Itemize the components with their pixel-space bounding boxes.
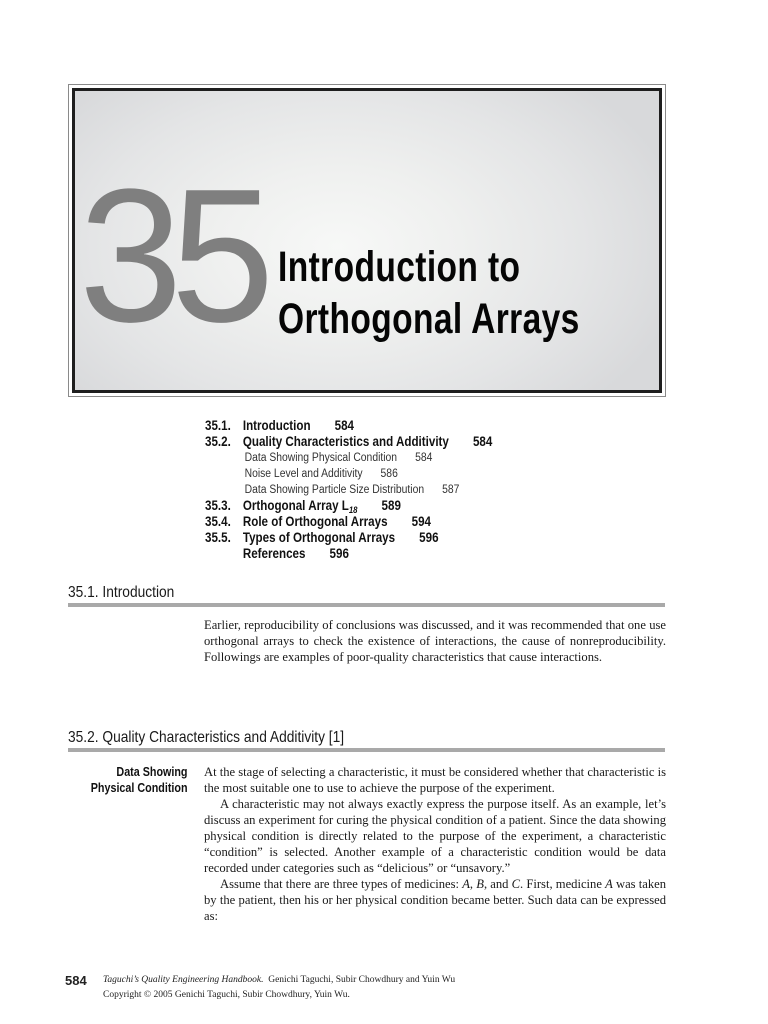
toc-entry-number: 35.4. bbox=[205, 514, 231, 529]
paragraph: Assume that there are three types of medicines: A, B, and C. First, medicine A was taken by the patient, then his or her physical condition became better. Such data can be expressed as: bbox=[204, 877, 667, 923]
paragraph: Earlier, reproducibility of conclusions was discussed, and it was recommended that one use orthogonal arrays to check the existence of interactions, the cause of nonreproducibility. Followings are examples of poor-quality characteristics that cause interactions. bbox=[204, 618, 666, 664]
toc-entry-page: 584 bbox=[472, 434, 493, 449]
toc-entry-page: 596 bbox=[419, 530, 439, 545]
toc-subentry-page: 587 bbox=[442, 484, 460, 496]
paragraph: A characteristic may not always exactly express the purpose itself. As an example, let’s discuss an experiment for curing the physical condition of a patient. Since the data showing physical condition is directly related to the purpose of the experiment, a characteristic “condition” is selected. Another example of a characteristic condition would be data recorded under categories such as “delicious” or “unsavory.” bbox=[204, 797, 666, 875]
toc-entry[interactable] bbox=[205, 498, 492, 514]
toc-entry[interactable] bbox=[205, 434, 492, 450]
copyright-notice: Copyright © 2005 Genichi Taguchi, Subir Chowdhury, Yuin Wu. bbox=[103, 990, 350, 1000]
chapter-title-panel bbox=[72, 88, 662, 393]
toc-subentry-page: 584 bbox=[415, 452, 433, 464]
chapter-contents bbox=[205, 418, 539, 562]
footer-citation bbox=[103, 975, 455, 985]
section-rule bbox=[68, 603, 665, 607]
chapter-title bbox=[278, 241, 580, 345]
toc-subentry[interactable] bbox=[205, 450, 506, 466]
toc-entry[interactable] bbox=[205, 514, 492, 530]
toc-subentry-label: Data Showing Particle Size Distribution bbox=[244, 484, 425, 496]
toc-entry-label: Quality Characteristics and Additivity bbox=[242, 434, 449, 449]
toc-subentry-page: 586 bbox=[380, 468, 398, 480]
toc-subentry[interactable] bbox=[205, 466, 506, 482]
toc-entry-number: 35.2. bbox=[205, 434, 231, 449]
side-heading-physical-condition: Data Showing Physical Condition bbox=[91, 765, 188, 795]
toc-entry-number: 35.1. bbox=[205, 418, 231, 433]
book-title: Taguchi’s Quality Engineering Handbook. bbox=[103, 975, 264, 985]
toc-entry-subscript: 18 bbox=[348, 505, 358, 515]
toc-subentry[interactable] bbox=[205, 482, 506, 498]
section-heading-introduction: 35.1. Introduction bbox=[68, 584, 175, 601]
toc-entry-page: 589 bbox=[381, 498, 401, 513]
toc-entry-page: 584 bbox=[334, 418, 355, 433]
introduction-body bbox=[204, 617, 666, 665]
toc-entry-label: Types of Orthogonal Arrays bbox=[242, 530, 396, 545]
toc-entry-number: 35.5. bbox=[205, 530, 231, 545]
toc-entry-label: Introduction bbox=[242, 418, 311, 433]
toc-entry[interactable] bbox=[205, 418, 492, 434]
chapter-title-line-1: Introduction to bbox=[278, 243, 521, 291]
toc-entry-label: References bbox=[242, 546, 306, 561]
section-heading-quality-characteristics: 35.2. Quality Characteristics and Additivity [1] bbox=[68, 729, 345, 746]
page-number: 584 bbox=[65, 973, 87, 988]
book-authors: Genichi Taguchi, Subir Chowdhury and Yuin Wu bbox=[268, 975, 456, 985]
toc-entry[interactable] bbox=[205, 530, 492, 546]
toc-entry-number: 35.3. bbox=[205, 498, 231, 513]
toc-subentry-label: Data Showing Physical Condition bbox=[244, 452, 398, 464]
quality-characteristics-body bbox=[204, 764, 666, 924]
toc-entry-page: 596 bbox=[329, 546, 349, 561]
chapter-number: 35 bbox=[79, 150, 263, 362]
toc-subentry-label: Noise Level and Additivity bbox=[244, 468, 363, 480]
chapter-title-line-2: Orthogonal Arrays bbox=[278, 295, 580, 343]
toc-entry[interactable] bbox=[205, 546, 492, 562]
section-rule bbox=[68, 748, 665, 752]
toc-entry-label: Orthogonal Array L bbox=[242, 498, 349, 513]
toc-entry-page: 594 bbox=[411, 514, 432, 529]
paragraph: At the stage of selecting a characteristic, it must be considered whether that characteristic is the most suitable one to use to achieve the purpose of the experiment. bbox=[204, 765, 666, 795]
toc-entry-label: Role of Orthogonal Arrays bbox=[242, 514, 388, 529]
chapter-title-box bbox=[68, 84, 666, 397]
